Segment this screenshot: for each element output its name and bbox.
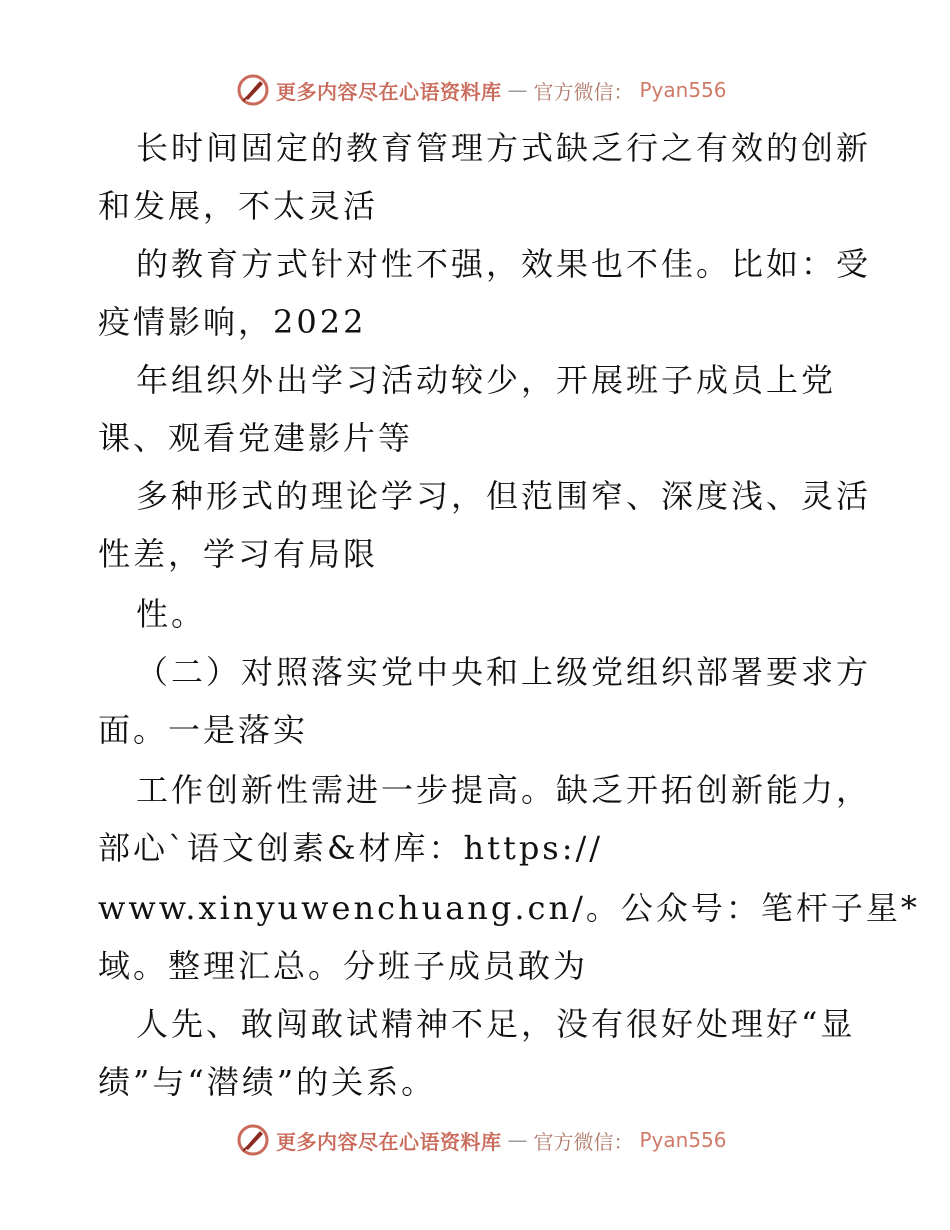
text-line: （二）对照落实党中央和上级党组织部署要求方 (136, 653, 872, 691)
banner-wechat-id: Pyan556 (639, 78, 727, 102)
banner-site-text: 更多内容尽在心语资料库 (276, 1129, 502, 1154)
text-line: 疫情影响，2022 (98, 303, 367, 341)
quill-circle-icon (236, 1123, 270, 1157)
text-line: 面。一是落实 (98, 711, 309, 749)
text-line: 工作创新性需进一步提高。缺乏开拓创新能力， (136, 771, 872, 809)
text-line: 和发展，不太灵活 (98, 187, 379, 225)
footer-banner (236, 1122, 727, 1158)
text-line: 多种形式的理论学习，但范围窄、深度浅、灵活 (136, 477, 872, 515)
text-line: 课、观看党建影片等 (98, 419, 414, 457)
banner-wechat-id: Pyan556 (639, 1128, 727, 1152)
banner-site-text: 更多内容尽在心语资料库 (276, 79, 502, 104)
text-line: 的教育方式针对性不强，效果也不佳。比如：受 (136, 245, 872, 283)
banner-dash: — (507, 1128, 528, 1152)
text-line: 部心`语文创素&材库：https:// (98, 829, 604, 867)
text-line: 性。 (136, 595, 207, 633)
text-line: 人先、敢闯敢试精神不足，没有很好处理好“显 (136, 1005, 856, 1043)
banner-wechat-label: 官方微信： (533, 1129, 634, 1154)
text-line: 长时间固定的教育管理方式缺乏行之有效的创新 (136, 129, 872, 167)
quill-circle-icon (236, 73, 270, 107)
banner-wechat-label: 官方微信： (533, 79, 634, 104)
text-line: 年组织外出学习活动较少，开展班子成员上党 (136, 361, 837, 399)
header-banner (236, 72, 727, 108)
text-line: 性差，学习有局限 (98, 535, 379, 573)
text-line: 绩”与“潜绩”的关系。 (98, 1063, 437, 1101)
text-line: 域。整理汇总。分班子成员敢为 (98, 947, 589, 985)
banner-dash: — (507, 78, 528, 102)
text-line: www.xinyuwenchuang.cn/。公众号：笔杆子星* (98, 889, 920, 927)
